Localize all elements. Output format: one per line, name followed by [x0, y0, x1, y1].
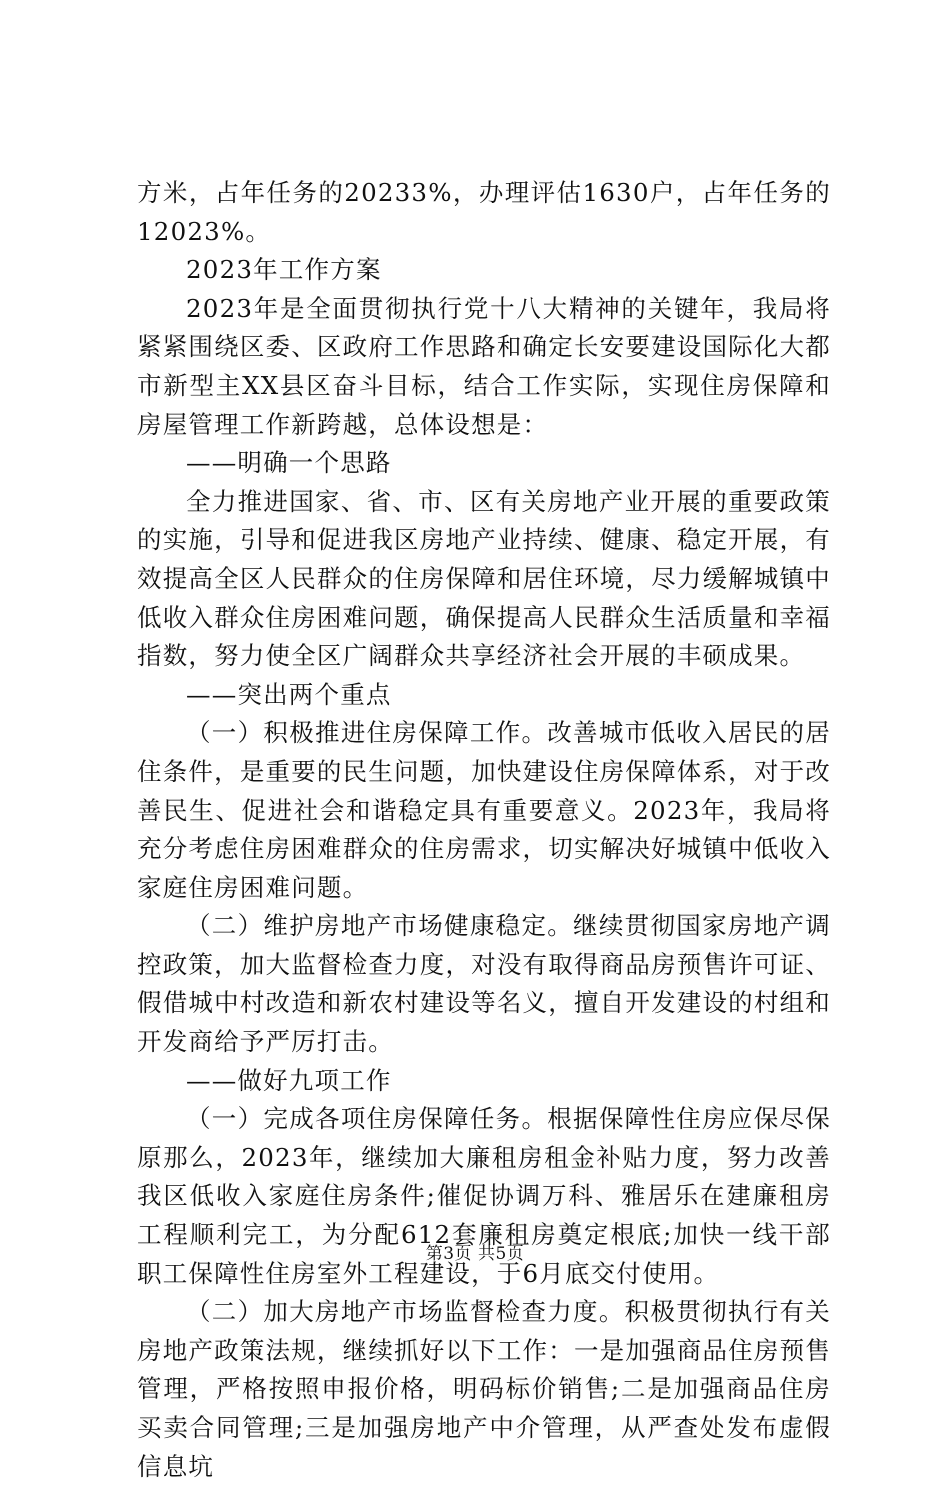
page-number-footer: 第3页 共5页: [425, 1244, 525, 1264]
paragraph-continuation: 方米，占年任务的20233%，办理评估1630户，占年任务的12023%。: [137, 178, 831, 246]
section-heading-work-plan: 2023年工作方案: [186, 255, 382, 285]
subheading-two-priorities: ——突出两个重点: [186, 679, 392, 709]
paragraph-task-two: （二）加大房地产市场监督检查力度。积极贯彻执行有关房地产政策法规，继续抓好以下工作：一是加强商品住房预售管理，严格按照申报价格，明码标价销售;二是加强商品住房买卖合同管理;三是加强房地产中介管理，从严查处发布虚假信息坑: [137, 1297, 831, 1481]
paragraph-intro: 2023年是全面贯彻执行党十八大精神的关键年，我局将紧紧围绕区委、区政府工作思路和确定长安要建设国际化大都市新型主XX县区奋斗目标，结合工作实际，实现住房保障和房屋管理工作新跨越，总体设想是：: [137, 293, 831, 439]
document-body: [137, 174, 831, 1486]
paragraph-task-one: （一）完成各项住房保障任务。根据保障性住房应保尽保原那么，2023年，继续加大廉租房租金补贴力度，努力改善我区低收入家庭住房条件;催促协调万科、雅居乐在建廉租房工程顺利完工，为分配612套廉租房奠定根底;加快一线干部职工保障性住房室外工程建设，于6月底交付使用。: [137, 1104, 831, 1288]
paragraph-priority-one: （一）积极推进住房保障工作。改善城市低收入居民的居住条件，是重要的民生问题，加快建设住房保障体系，对于改善民生、促进社会和谐稳定具有重要意义。2023年，我局将充分考虑住房困难群众的住房需求，切实解决好城镇中低收入家庭住房困难问题。: [137, 718, 831, 902]
paragraph-approach: 全力推进国家、省、市、区有关房地产业开展的重要政策的实施，引导和促进我区房地产业持续、健康、稳定开展，有效提高全区人民群众的住房保障和居住环境，尽力缓解城镇中低收入群众住房困难问题，确保提高人民群众生活质量和幸福指数，努力使全区广阔群众共享经济社会开展的丰硕成果。: [137, 486, 831, 671]
subheading-nine-tasks: ——做好九项工作: [186, 1065, 392, 1095]
paragraph-priority-two: （二）维护房地产市场健康稳定。继续贯彻国家房地产调控政策，加大监督检查力度，对没有取得商品房预售许可证、假借城中村改造和新农村建设等名义，擅自开发建设的村组和开发商给予严厉打击。: [137, 911, 831, 1057]
subheading-one-approach: ——明确一个思路: [186, 448, 392, 478]
